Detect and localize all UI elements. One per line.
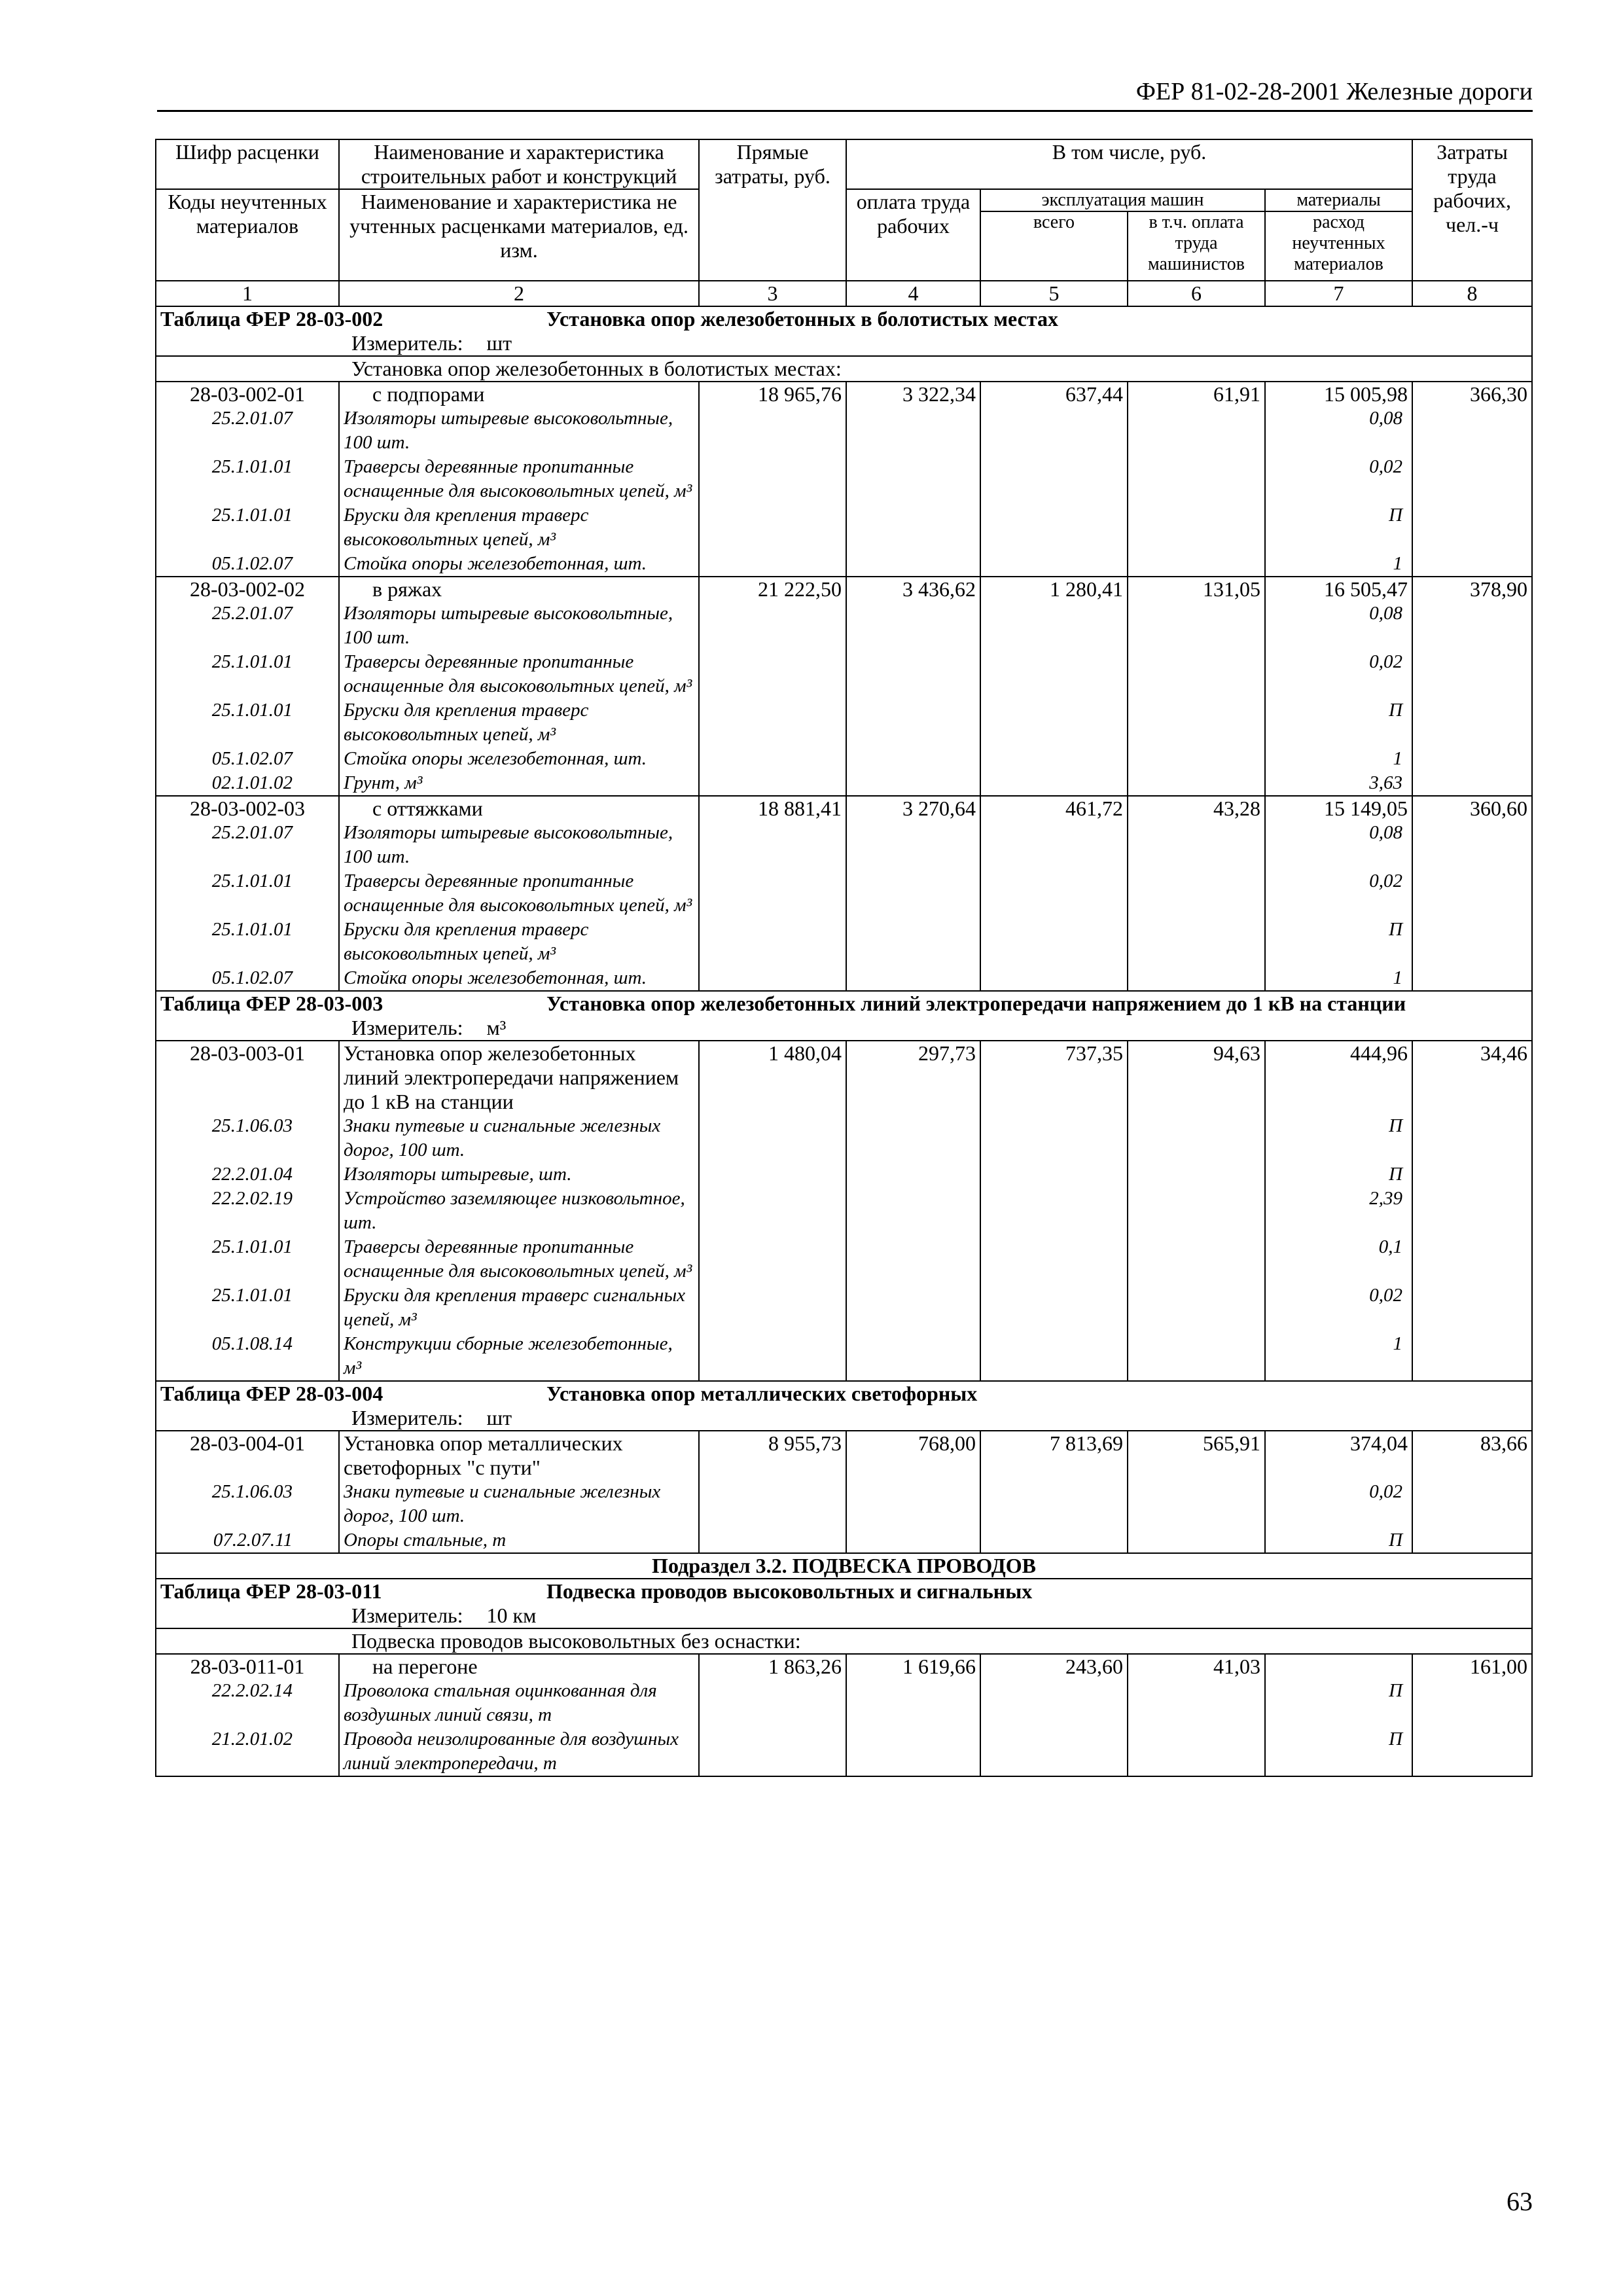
material-code: 05.1.02.07 xyxy=(156,552,339,577)
empty-cell xyxy=(699,1283,846,1332)
rate-machinist-pay: 41,03 xyxy=(1128,1654,1265,1679)
material-code: 25.2.01.07 xyxy=(156,821,339,869)
empty-cell xyxy=(1128,503,1265,552)
material-code: 22.2.02.19 xyxy=(156,1187,339,1235)
rate-machinist-pay: 94,63 xyxy=(1128,1041,1265,1114)
column-number: 4 xyxy=(846,281,980,306)
rate-machinist-pay: 43,28 xyxy=(1128,796,1265,821)
empty-cell xyxy=(846,966,980,991)
material-name: Траверсы деревянные пропитанные оснащенные для высоковольтных цепей, м³ xyxy=(339,455,699,503)
empty-cell xyxy=(1128,869,1265,918)
material-name: Проволока стальная оцинкованная для воздушных линий связи, т xyxy=(339,1679,699,1727)
empty-cell xyxy=(980,552,1128,577)
material-code: 07.2.07.11 xyxy=(156,1528,339,1553)
column-number: 3 xyxy=(699,281,846,306)
material-quantity: П xyxy=(1265,1679,1412,1727)
group-heading xyxy=(156,356,1532,382)
measure-row xyxy=(156,1406,1532,1431)
empty-cell xyxy=(846,1679,980,1727)
rate-labor-pay: 3 322,34 xyxy=(846,382,980,406)
empty-cell xyxy=(980,601,1128,650)
empty-cell xyxy=(846,1332,980,1381)
measure-label: Измеритель: xyxy=(351,1016,463,1039)
empty-cell xyxy=(699,1332,846,1381)
measure-label: Измеритель: xyxy=(351,1406,463,1429)
material-code: 25.1.06.03 xyxy=(156,1114,339,1162)
empty-cell xyxy=(1128,698,1265,747)
material-code: 25.2.01.07 xyxy=(156,406,339,455)
header-labor-pay: оплата труда рабочих xyxy=(846,189,980,281)
empty-cell xyxy=(980,1679,1128,1727)
table-title-text: Установка опор металлических светофорных xyxy=(546,1382,978,1405)
material-name: Стойка опоры железобетонная, шт. xyxy=(339,966,699,991)
column-number: 6 xyxy=(1128,281,1265,306)
material-quantity: П xyxy=(1265,1162,1412,1187)
material-code: 21.2.01.02 xyxy=(156,1727,339,1776)
empty-cell xyxy=(1128,918,1265,966)
rate-machines-total: 637,44 xyxy=(980,382,1128,406)
header-including: В том числе, руб. xyxy=(846,139,1412,189)
rate-direct-costs: 18 881,41 xyxy=(699,796,846,821)
empty-cell xyxy=(1412,455,1532,503)
empty-cell xyxy=(1128,1187,1265,1235)
material-quantity: 0,02 xyxy=(1265,650,1412,698)
material-code: 25.1.01.01 xyxy=(156,869,339,918)
measure-row xyxy=(156,1604,1532,1628)
empty-cell xyxy=(1128,552,1265,577)
empty-cell xyxy=(980,406,1128,455)
measure-label: Измеритель: xyxy=(351,331,463,355)
empty-cell xyxy=(699,771,846,796)
header-materials: материалы xyxy=(1265,189,1412,211)
measure-unit: шт xyxy=(486,331,512,355)
table-number: Таблица ФЕР 28-03-002 xyxy=(160,307,383,331)
empty-cell xyxy=(1412,1727,1532,1776)
material-name: Грунт, м³ xyxy=(339,771,699,796)
empty-cell xyxy=(846,1727,980,1776)
material-code: 22.2.02.14 xyxy=(156,1679,339,1727)
measure-label: Измеритель: xyxy=(351,1604,463,1627)
rate-labor-pay: 768,00 xyxy=(846,1431,980,1480)
empty-cell xyxy=(980,1332,1128,1381)
measure-unit: 10 км xyxy=(486,1604,537,1627)
rate-name: в ряжах xyxy=(339,577,699,601)
empty-cell xyxy=(980,650,1128,698)
material-name: Провода неизолированные для воздушных линий электропередачи, т xyxy=(339,1727,699,1776)
empty-cell xyxy=(699,698,846,747)
rate-labor-hours: 360,60 xyxy=(1412,796,1532,821)
empty-cell xyxy=(699,601,846,650)
table-number: Таблица ФЕР 28-03-011 xyxy=(160,1579,382,1603)
material-name: Бруски для крепления траверс высоковольтных цепей, м³ xyxy=(339,918,699,966)
empty-cell xyxy=(699,1187,846,1235)
empty-cell xyxy=(1412,747,1532,771)
rate-materials: 374,04 xyxy=(1265,1431,1412,1480)
empty-cell xyxy=(1128,650,1265,698)
measure-unit: м³ xyxy=(486,1016,507,1039)
empty-cell xyxy=(980,698,1128,747)
material-quantity: 0,08 xyxy=(1265,821,1412,869)
material-name: Траверсы деревянные пропитанные оснащенные для высоковольтных цепей, м³ xyxy=(339,650,699,698)
empty-cell xyxy=(980,1187,1128,1235)
empty-cell xyxy=(846,1162,980,1187)
rate-labor-hours: 161,00 xyxy=(1412,1654,1532,1679)
empty-cell xyxy=(1412,1679,1532,1727)
material-quantity: 0,02 xyxy=(1265,869,1412,918)
material-name: Устройство заземляющее низковольтное, шт. xyxy=(339,1187,699,1235)
header-machinist-pay: в т.ч. оплата труда машинистов xyxy=(1128,211,1265,281)
empty-cell xyxy=(980,821,1128,869)
material-name: Конструкции сборные железобетонные, м³ xyxy=(339,1332,699,1381)
empty-cell xyxy=(1128,1235,1265,1283)
rate-machines-total: 243,60 xyxy=(980,1654,1128,1679)
table-title xyxy=(156,1381,1532,1406)
empty-cell xyxy=(1412,771,1532,796)
material-name: Знаки путевые и сигнальные железных дорог, 100 шт. xyxy=(339,1114,699,1162)
material-code: 25.1.01.01 xyxy=(156,503,339,552)
empty-cell xyxy=(980,455,1128,503)
rate-labor-pay: 1 619,66 xyxy=(846,1654,980,1679)
empty-cell xyxy=(1128,601,1265,650)
table-number: Таблица ФЕР 28-03-004 xyxy=(160,1382,383,1405)
header-machines-total: всего xyxy=(980,211,1128,281)
empty-cell xyxy=(1128,1727,1265,1776)
rate-code: 28-03-002-01 xyxy=(156,382,339,406)
material-code: 25.1.01.01 xyxy=(156,1283,339,1332)
rate-labor-hours: 378,90 xyxy=(1412,577,1532,601)
empty-cell xyxy=(980,966,1128,991)
material-quantity: 0,02 xyxy=(1265,1480,1412,1528)
table-title-text: Установка опор железобетонных в болотистых местах xyxy=(546,307,1058,331)
empty-cell xyxy=(846,1283,980,1332)
empty-cell xyxy=(980,1480,1128,1528)
material-code: 25.1.01.01 xyxy=(156,1235,339,1283)
rate-name: на перегоне xyxy=(339,1654,699,1679)
empty-cell xyxy=(1412,1332,1532,1381)
material-name: Опоры стальные, т xyxy=(339,1528,699,1553)
empty-cell xyxy=(846,1528,980,1553)
empty-cell xyxy=(699,455,846,503)
empty-cell xyxy=(846,771,980,796)
empty-cell xyxy=(1412,1187,1532,1235)
empty-cell xyxy=(699,869,846,918)
rate-labor-hours: 34,46 xyxy=(1412,1041,1532,1114)
empty-cell xyxy=(846,1114,980,1162)
material-quantity: 1 xyxy=(1265,552,1412,577)
empty-cell xyxy=(1412,552,1532,577)
empty-cell xyxy=(1128,966,1265,991)
material-quantity: П xyxy=(1265,1528,1412,1553)
material-quantity: 0,02 xyxy=(1265,455,1412,503)
rate-direct-costs: 8 955,73 xyxy=(699,1431,846,1480)
rate-labor-hours: 366,30 xyxy=(1412,382,1532,406)
material-quantity: П xyxy=(1265,503,1412,552)
empty-cell xyxy=(1412,821,1532,869)
rate-name: Установка опор железобетонных линий электропередачи напряжением до 1 кВ на станции xyxy=(339,1041,699,1114)
material-name: Траверсы деревянные пропитанные оснащенные для высоковольтных цепей, м³ xyxy=(339,1235,699,1283)
empty-cell xyxy=(1128,1114,1265,1162)
rate-code: 28-03-003-01 xyxy=(156,1041,339,1114)
empty-cell xyxy=(1412,918,1532,966)
empty-cell xyxy=(699,650,846,698)
rate-name: с оттяжками xyxy=(339,796,699,821)
material-code: 05.1.02.07 xyxy=(156,747,339,771)
empty-cell xyxy=(699,747,846,771)
rate-code: 28-03-011-01 xyxy=(156,1654,339,1679)
rate-labor-pay: 3 270,64 xyxy=(846,796,980,821)
empty-cell xyxy=(1128,406,1265,455)
material-quantity: 0,08 xyxy=(1265,601,1412,650)
empty-cell xyxy=(980,918,1128,966)
empty-cell xyxy=(980,1283,1128,1332)
header-rate-code: Шифр расценки xyxy=(156,139,339,189)
empty-cell xyxy=(1412,1114,1532,1162)
empty-cell xyxy=(1412,1235,1532,1283)
column-number: 1 xyxy=(156,281,339,306)
empty-cell xyxy=(699,1679,846,1727)
table-title-text: Подвеска проводов высоковольтных и сигнальных xyxy=(546,1579,1033,1603)
material-quantity: 3,63 xyxy=(1265,771,1412,796)
empty-cell xyxy=(1412,650,1532,698)
empty-cell xyxy=(699,918,846,966)
empty-cell xyxy=(846,1480,980,1528)
empty-cell xyxy=(1128,455,1265,503)
empty-cell xyxy=(980,771,1128,796)
empty-cell xyxy=(1412,406,1532,455)
page-header: ФЕР 81-02-28-2001 Железные дороги xyxy=(157,77,1533,112)
rate-labor-pay: 297,73 xyxy=(846,1041,980,1114)
empty-cell xyxy=(846,1235,980,1283)
empty-cell xyxy=(1128,747,1265,771)
header-machines: эксплуатация машин xyxy=(980,189,1265,211)
rate-name: с подпорами xyxy=(339,382,699,406)
group-heading-text: Установка опор железобетонных в болотистых местах: xyxy=(351,357,842,380)
material-name: Изоляторы штыревые высоковольтные, 100 шт. xyxy=(339,821,699,869)
material-name: Бруски для крепления траверс сигнальных цепей, м³ xyxy=(339,1283,699,1332)
empty-cell xyxy=(846,869,980,918)
rates-table xyxy=(155,139,1533,1777)
empty-cell xyxy=(699,966,846,991)
empty-cell xyxy=(846,698,980,747)
rate-machinist-pay: 131,05 xyxy=(1128,577,1265,601)
material-name: Стойка опоры железобетонная, шт. xyxy=(339,552,699,577)
material-code: 25.1.06.03 xyxy=(156,1480,339,1528)
group-heading-text: Подвеска проводов высоковольтных без оснастки: xyxy=(351,1629,801,1653)
material-name: Траверсы деревянные пропитанные оснащенные для высоковольтных цепей, м³ xyxy=(339,869,699,918)
empty-cell xyxy=(1128,1528,1265,1553)
empty-cell xyxy=(1128,1332,1265,1381)
column-number: 2 xyxy=(339,281,699,306)
material-quantity: П xyxy=(1265,1114,1412,1162)
header-material-names: Наименование и характеристика не учтенных расценками материалов, ед. изм. xyxy=(339,189,699,281)
empty-cell xyxy=(980,1114,1128,1162)
table-number: Таблица ФЕР 28-03-003 xyxy=(160,992,383,1015)
empty-cell xyxy=(1128,1679,1265,1727)
measure-row xyxy=(156,331,1532,356)
material-quantity: П xyxy=(1265,1727,1412,1776)
table-title xyxy=(156,991,1532,1016)
rate-code: 28-03-004-01 xyxy=(156,1431,339,1480)
empty-cell xyxy=(846,821,980,869)
empty-cell xyxy=(699,1114,846,1162)
subsection-title: Подраздел 3.2. ПОДВЕСКА ПРОВОДОВ xyxy=(156,1553,1532,1579)
material-code: 25.2.01.07 xyxy=(156,601,339,650)
empty-cell xyxy=(699,1235,846,1283)
material-code: 05.1.02.07 xyxy=(156,966,339,991)
material-code: 25.1.01.01 xyxy=(156,455,339,503)
empty-cell xyxy=(1128,771,1265,796)
header-labor-costs: Затраты труда рабочих, чел.-ч xyxy=(1412,139,1532,281)
empty-cell xyxy=(980,1235,1128,1283)
rate-machines-total: 1 280,41 xyxy=(980,577,1128,601)
material-name: Бруски для крепления траверс высоковольтных цепей, м³ xyxy=(339,503,699,552)
empty-cell xyxy=(980,1528,1128,1553)
material-code: 25.1.01.01 xyxy=(156,698,339,747)
material-code: 25.1.01.01 xyxy=(156,918,339,966)
rate-direct-costs: 18 965,76 xyxy=(699,382,846,406)
material-quantity: 0,1 xyxy=(1265,1235,1412,1283)
header-work-name: Наименование и характеристика строительных работ и конструкций xyxy=(339,139,699,189)
rate-machinist-pay: 61,91 xyxy=(1128,382,1265,406)
page-number: 63 xyxy=(1507,2187,1533,2216)
empty-cell xyxy=(980,747,1128,771)
empty-cell xyxy=(980,503,1128,552)
material-name: Изоляторы штыревые высоковольтные, 100 шт. xyxy=(339,601,699,650)
empty-cell xyxy=(846,601,980,650)
empty-cell xyxy=(980,1162,1128,1187)
header-unaccounted-materials: расход неучтенных материалов xyxy=(1265,211,1412,281)
empty-cell xyxy=(1412,1528,1532,1553)
rate-materials xyxy=(1265,1654,1412,1679)
empty-cell xyxy=(846,747,980,771)
material-code: 22.2.01.04 xyxy=(156,1162,339,1187)
material-code: 05.1.08.14 xyxy=(156,1332,339,1381)
empty-cell xyxy=(1412,1480,1532,1528)
rate-code: 28-03-002-03 xyxy=(156,796,339,821)
rate-labor-pay: 3 436,62 xyxy=(846,577,980,601)
material-name: Бруски для крепления траверс высоковольтных цепей, м³ xyxy=(339,698,699,747)
material-quantity: П xyxy=(1265,698,1412,747)
empty-cell xyxy=(699,1162,846,1187)
material-quantity: П xyxy=(1265,918,1412,966)
empty-cell xyxy=(846,918,980,966)
rate-machines-total: 461,72 xyxy=(980,796,1128,821)
empty-cell xyxy=(699,1480,846,1528)
empty-cell xyxy=(980,869,1128,918)
material-quantity: 1 xyxy=(1265,1332,1412,1381)
empty-cell xyxy=(846,455,980,503)
empty-cell xyxy=(1412,966,1532,991)
material-quantity: 0,02 xyxy=(1265,1283,1412,1332)
rate-materials: 15 005,98 xyxy=(1265,382,1412,406)
empty-cell xyxy=(699,1727,846,1776)
empty-cell xyxy=(846,552,980,577)
empty-cell xyxy=(980,1727,1128,1776)
material-quantity: 1 xyxy=(1265,966,1412,991)
empty-cell xyxy=(699,821,846,869)
empty-cell xyxy=(846,503,980,552)
empty-cell xyxy=(699,552,846,577)
empty-cell xyxy=(1128,821,1265,869)
table-title xyxy=(156,306,1532,331)
empty-cell xyxy=(1128,1283,1265,1332)
material-name: Изоляторы штыревые высоковольтные, 100 шт. xyxy=(339,406,699,455)
empty-cell xyxy=(1412,869,1532,918)
empty-cell xyxy=(1412,698,1532,747)
column-number: 5 xyxy=(980,281,1128,306)
empty-cell xyxy=(1412,1283,1532,1332)
empty-cell xyxy=(846,1187,980,1235)
empty-cell xyxy=(1412,503,1532,552)
rate-materials: 444,96 xyxy=(1265,1041,1412,1114)
table-title-text: Установка опор железобетонных линий электропередачи напряжением до 1 кВ на станции xyxy=(546,992,1406,1015)
material-quantity: 1 xyxy=(1265,747,1412,771)
rate-labor-hours: 83,66 xyxy=(1412,1431,1532,1480)
header-material-codes: Коды неучтенных материалов xyxy=(156,189,339,281)
empty-cell xyxy=(846,406,980,455)
rate-machines-total: 7 813,69 xyxy=(980,1431,1128,1480)
material-code: 25.1.01.01 xyxy=(156,650,339,698)
measure-unit: шт xyxy=(486,1406,512,1429)
rate-name: Установка опор металлических светофорных "с пути" xyxy=(339,1431,699,1480)
table-title xyxy=(156,1579,1532,1604)
column-number: 7 xyxy=(1265,281,1412,306)
empty-cell xyxy=(699,1528,846,1553)
rate-direct-costs: 1 480,04 xyxy=(699,1041,846,1114)
measure-row xyxy=(156,1016,1532,1041)
rate-code: 28-03-002-02 xyxy=(156,577,339,601)
empty-cell xyxy=(699,406,846,455)
material-code: 02.1.01.02 xyxy=(156,771,339,796)
empty-cell xyxy=(1412,601,1532,650)
rate-materials: 15 149,05 xyxy=(1265,796,1412,821)
empty-cell xyxy=(1128,1162,1265,1187)
empty-cell xyxy=(1128,1480,1265,1528)
group-heading xyxy=(156,1628,1532,1654)
column-number: 8 xyxy=(1412,281,1532,306)
rate-machines-total: 737,35 xyxy=(980,1041,1128,1114)
empty-cell xyxy=(699,503,846,552)
material-name: Знаки путевые и сигнальные железных дорог, 100 шт. xyxy=(339,1480,699,1528)
material-name: Изоляторы штыревые, шт. xyxy=(339,1162,699,1187)
header-direct-costs: Прямые затраты, руб. xyxy=(699,139,846,281)
rate-direct-costs: 1 863,26 xyxy=(699,1654,846,1679)
empty-cell xyxy=(846,650,980,698)
rate-direct-costs: 21 222,50 xyxy=(699,577,846,601)
rate-materials: 16 505,47 xyxy=(1265,577,1412,601)
material-name: Стойка опоры железобетонная, шт. xyxy=(339,747,699,771)
material-quantity: 2,39 xyxy=(1265,1187,1412,1235)
rate-machinist-pay: 565,91 xyxy=(1128,1431,1265,1480)
empty-cell xyxy=(1412,1162,1532,1187)
material-quantity: 0,08 xyxy=(1265,406,1412,455)
